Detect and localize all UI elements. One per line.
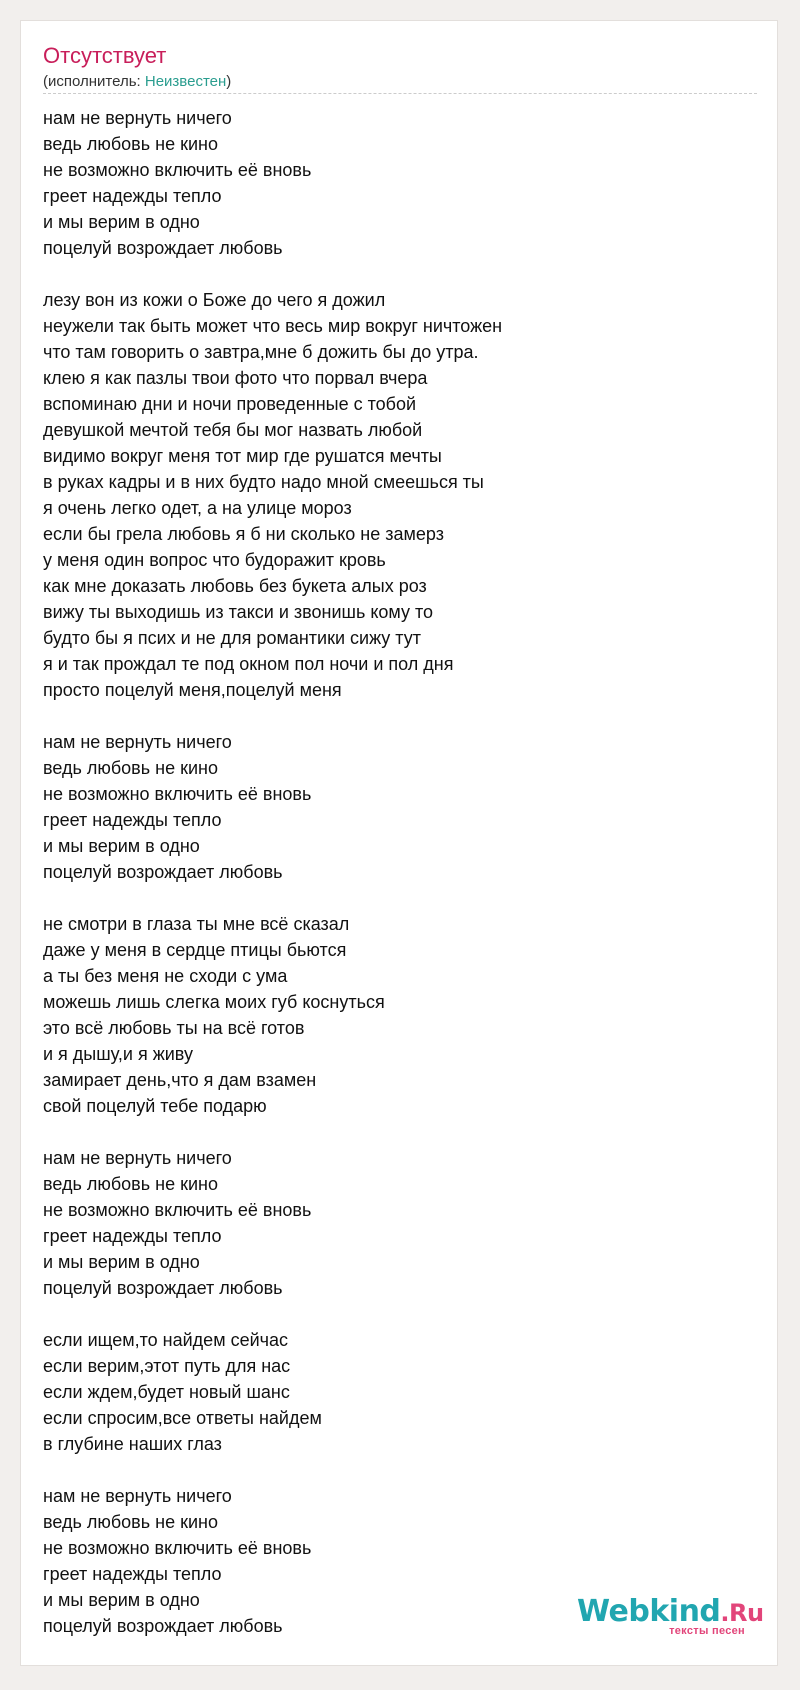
lyrics-stanza [43,1145,757,1301]
lyrics-line: даже у меня в сердце птицы бьются [43,940,347,960]
header-divider [43,93,757,94]
lyrics-line: я и так прождал те под окном пол ночи и пол дня [43,654,454,674]
lyrics-line: если бы грела любовь я б ни сколько не замерз [43,524,444,544]
lyrics-line: лезу вон из кожи о Боже до чего я дожил [43,290,386,310]
lyrics-stanza [43,729,757,885]
lyrics-line: если ждем,будет новый шанс [43,1382,290,1402]
lyrics-stanza [43,287,757,703]
content-card [20,20,778,1666]
lyrics-line: замирает день,что я дам взамен [43,1070,317,1090]
lyrics-line: греет надежды тепло [43,186,222,206]
lyrics-line: я очень легко одет, а на улице мороз [43,498,352,518]
lyrics-line: свой поцелуй тебе подарю [43,1096,267,1116]
lyrics-line: а ты без меня не сходи с ума [43,966,288,986]
lyrics-line: и мы верим в одно [43,836,200,856]
lyrics-line: как мне доказать любовь без букета алых роз [43,576,427,596]
lyrics-line: ведь любовь не кино [43,758,218,778]
lyrics-line: поцелуй возрождает любовь [43,862,283,882]
lyrics-line: и мы верим в одно [43,212,200,232]
song-title: Отсутствует [43,43,167,68]
artist-prefix: (исполнитель: [43,73,145,90]
artist-line [43,73,757,91]
song-header [43,43,757,91]
lyrics-line: и мы верим в одно [43,1252,200,1272]
lyrics-line: вспоминаю дни и ночи проведенные с тобой [43,394,417,414]
lyrics-line: не возможно включить её вновь [43,1538,312,1558]
lyrics-line: что там говорить о завтра,мне б дожить бы до утра. [43,342,479,362]
lyrics-line: ведь любовь не кино [43,1174,218,1194]
lyrics-line: если спросим,все ответы найдем [43,1408,322,1428]
lyrics-line: в руках кадры и в них будто надо мной смеешься ты [43,472,484,492]
artist-suffix: ) [226,73,232,90]
lyrics-line: не смотри в глаза ты мне всё сказал [43,914,350,934]
lyrics-line: просто поцелуй меня,поцелуй меня [43,680,342,700]
logo-suffix-text: .Ru [720,1599,764,1627]
logo-tagline: тексты песен [669,1625,745,1637]
lyrics-line: не возможно включить её вновь [43,160,312,180]
lyrics-line: в глубине наших глаз [43,1434,222,1454]
lyrics-line: греет надежды тепло [43,810,222,830]
lyrics-line: у меня один вопрос что будоражит кровь [43,550,386,570]
lyrics-line: и я дышу,и я живу [43,1044,193,1064]
lyrics-stanza [43,1327,757,1457]
lyrics-line: поцелуй возрождает любовь [43,1616,283,1636]
lyrics-line: ведь любовь не кино [43,1512,218,1532]
lyrics-line: не возможно включить её вновь [43,1200,312,1220]
logo-main-text: Webkind [577,1594,721,1629]
lyrics-line: греет надежды тепло [43,1226,222,1246]
lyrics-line: девушкой мечтой тебя бы мог назвать любой [43,420,423,440]
site-logo[interactable] [577,1594,764,1637]
lyrics-line: если ищем,то найдем сейчас [43,1330,289,1350]
lyrics-line: греет надежды тепло [43,1564,222,1584]
lyrics-line: не возможно включить её вновь [43,784,312,804]
lyrics-line: ведь любовь не кино [43,134,218,154]
lyrics-line: клею я как пазлы твои фото что порвал вчера [43,368,428,388]
lyrics-line: поцелуй возрождает любовь [43,238,283,258]
lyrics-line: если верим,этот путь для нас [43,1356,291,1376]
lyrics-line: вижу ты выходишь из такси и звонишь кому то [43,602,434,622]
lyrics-line: нам не вернуть ничего [43,108,232,128]
lyrics-stanza [43,911,757,1119]
lyrics-stanza [43,105,757,261]
lyrics-line: и мы верим в одно [43,1590,200,1610]
lyrics-line: неужели так быть может что весь мир вокруг ничтожен [43,316,503,336]
lyrics-line: будто бы я псих и не для романтики сижу тут [43,628,421,648]
lyrics-line: нам не вернуть ничего [43,1486,232,1506]
lyrics-line: видимо вокруг меня тот мир где рушатся мечты [43,446,442,466]
lyrics-line: нам не вернуть ничего [43,1148,232,1168]
lyrics-line: поцелуй возрождает любовь [43,1278,283,1298]
lyrics-line: это всё любовь ты на всё готов [43,1018,305,1038]
lyrics-body [43,105,757,1665]
lyrics-line: можешь лишь слегка моих губ коснуться [43,992,385,1012]
artist-link[interactable]: Неизвестен [144,73,227,90]
lyrics-line: нам не вернуть ничего [43,732,232,752]
